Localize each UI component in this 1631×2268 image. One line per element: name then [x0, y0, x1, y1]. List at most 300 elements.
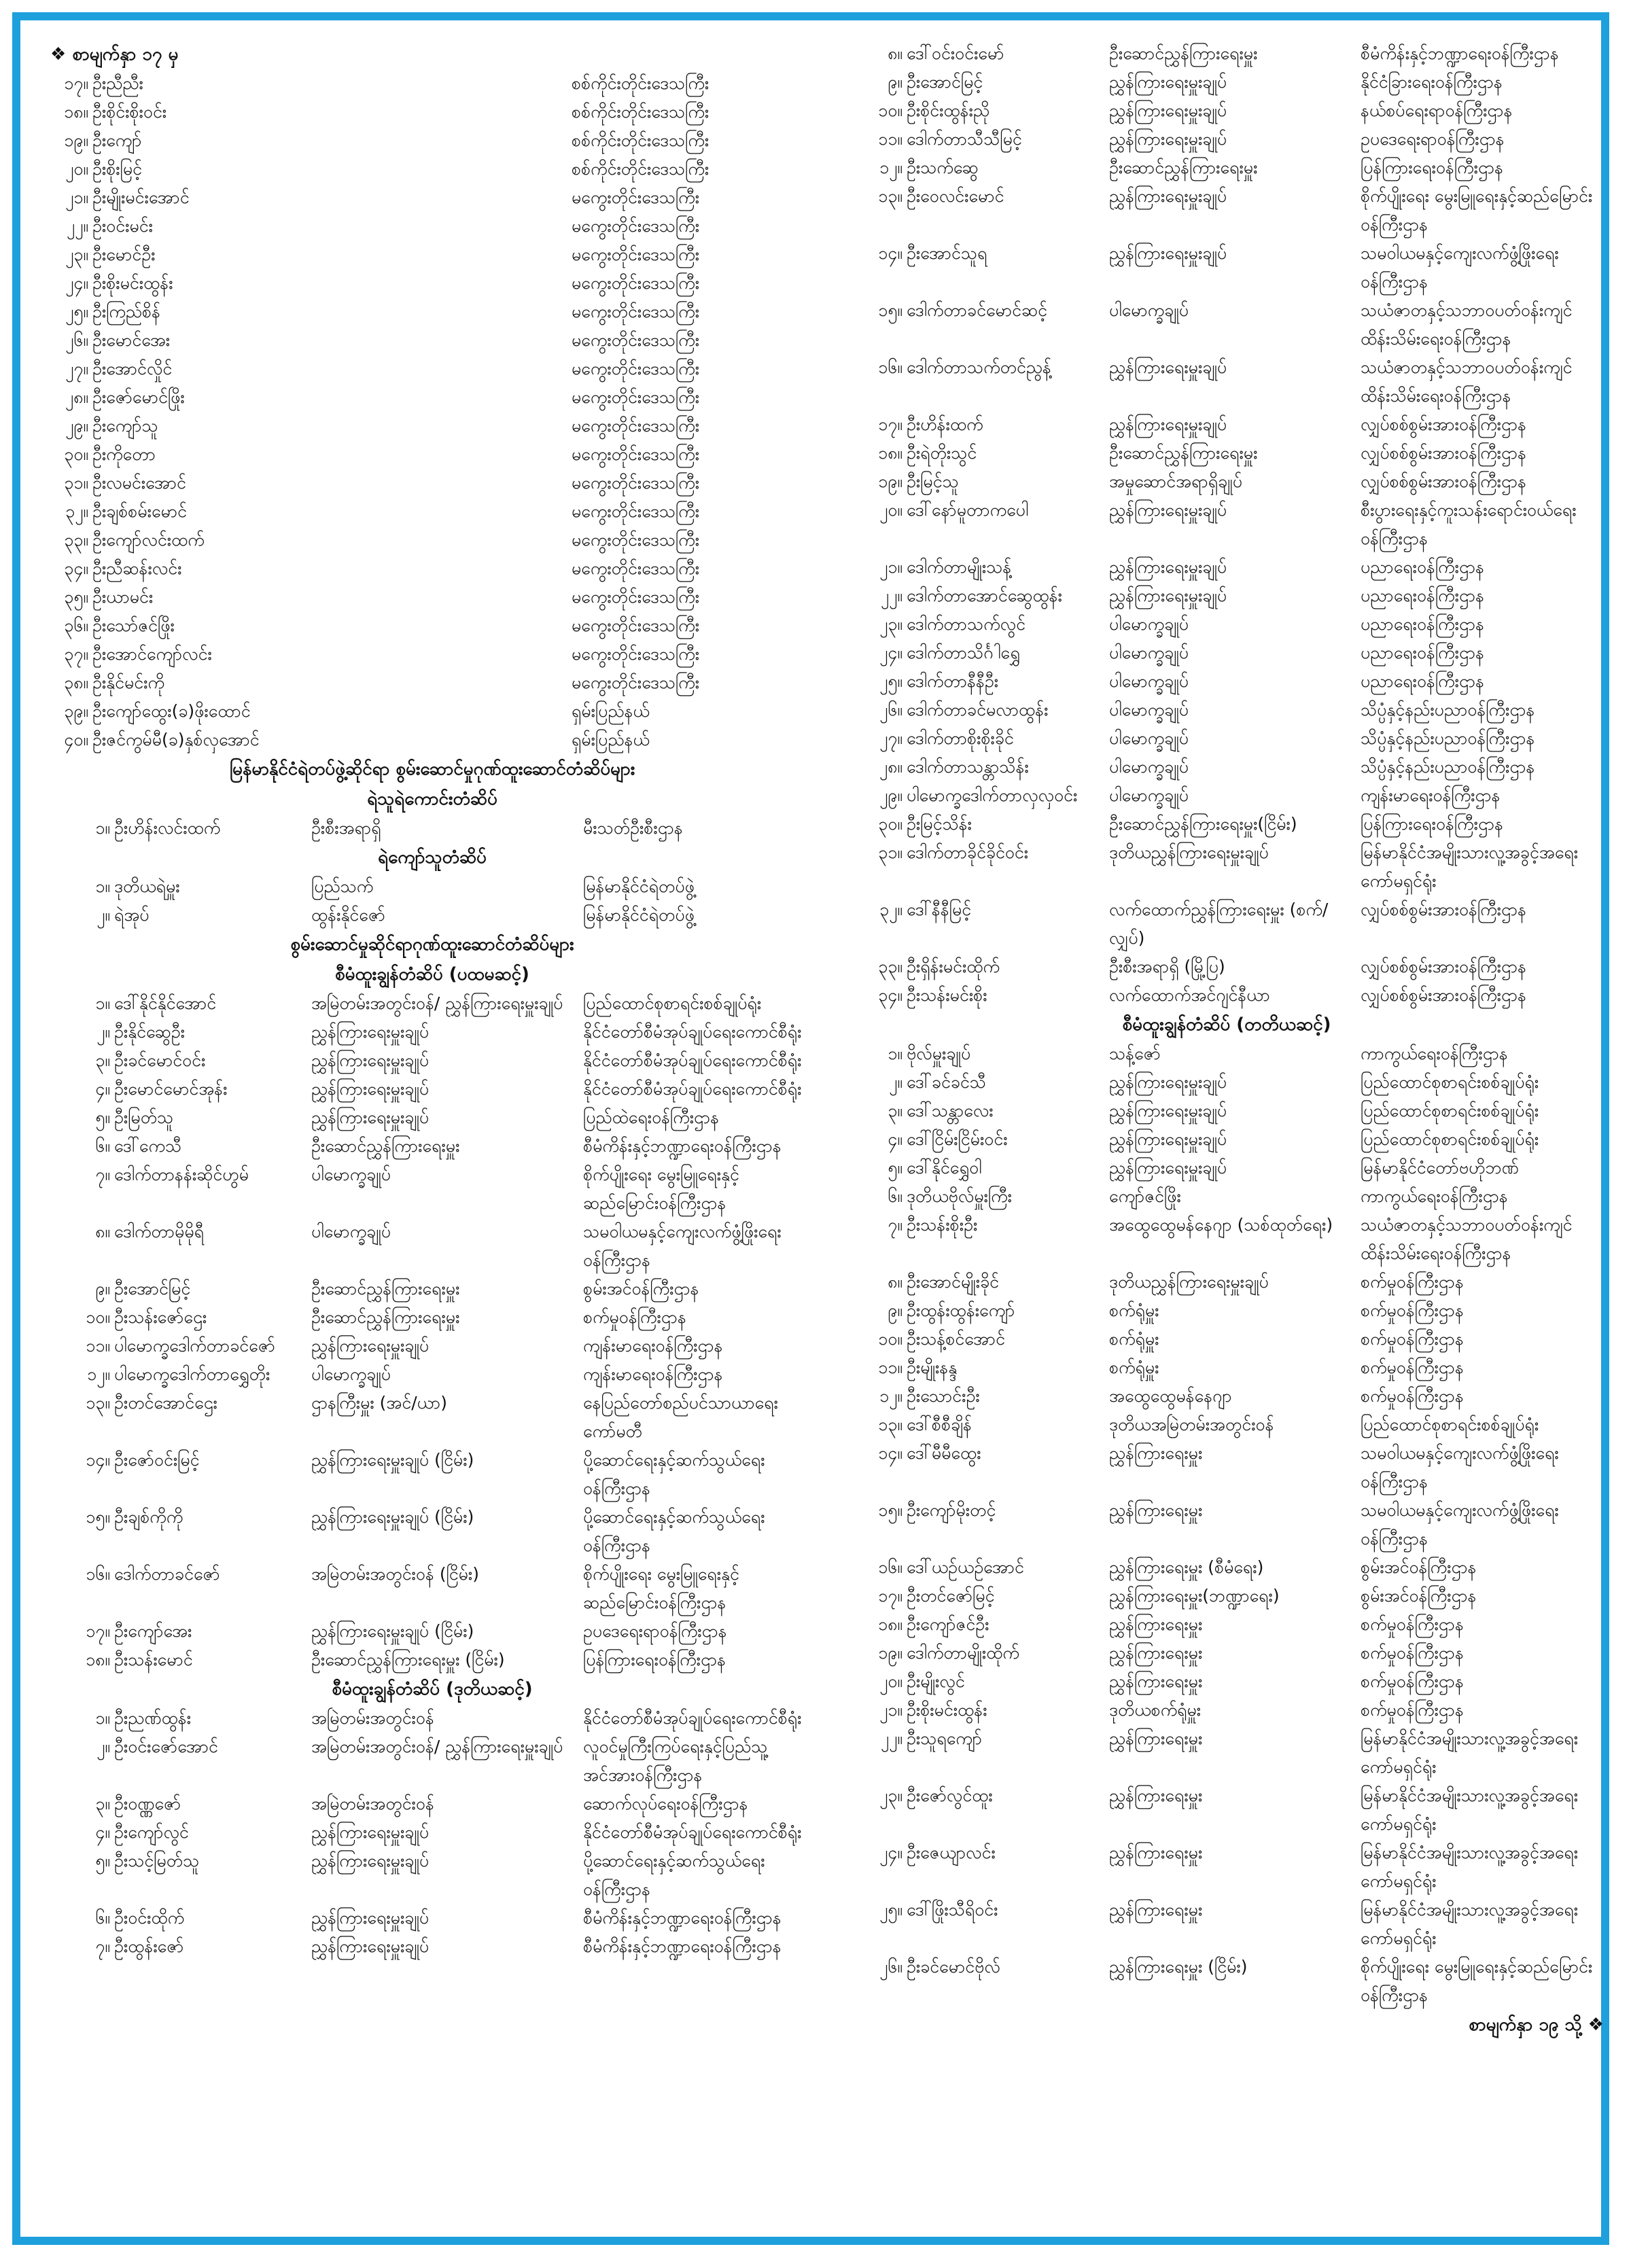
person-name: ရဲအုပ် — [114, 905, 150, 925]
item-number: ၂၄။ — [879, 643, 902, 662]
position-title: ဦးဆောင်ညွှန်ကြားရေးမှူး — [311, 1136, 460, 1156]
person-name: ဦးကျော်အေး — [114, 1621, 192, 1641]
person-name: ဒေါ်သန္တာလေး — [907, 1101, 994, 1120]
item-number: ၉။ — [888, 72, 902, 92]
item-number: ၁။ — [95, 876, 110, 896]
department-name: ပို့ဆောင်ရေးနှင့်ဆက်သွယ်ရေးဝန်ကြီးဌာန — [583, 1507, 765, 1555]
item-number: ၃၁။ — [64, 473, 88, 493]
person-name: ဦးဇင်ကွမ်မီ(ခ)နှစ်လှအောင် — [92, 730, 260, 749]
item-number: ၂။ — [889, 1072, 902, 1092]
person-name: ဦးစိုးမင်းထွန်း — [92, 273, 173, 293]
person-name: ဦးရဲတိုးသွင် — [907, 443, 977, 463]
item-number: ၁၈။ — [878, 443, 902, 463]
department-name: စက်မှုဝန်ကြီးဌာန — [1361, 1643, 1464, 1663]
person-name: ဦးမြင့်သူ — [907, 472, 959, 491]
position-title: ထွန်းနိုင်ဇော် — [311, 905, 385, 925]
item-number: ၂၁။ — [65, 188, 88, 207]
list-item — [843, 1696, 1611, 1724]
position-title: ညွှန်ကြားရေးမှူးချုပ် — [1109, 186, 1227, 206]
department-name: ကျန်းမာရေးဝန်ကြီးဌာန — [583, 1364, 723, 1384]
person-name: ဦးအောင်မြင့် — [114, 1279, 191, 1298]
item-number: ၂၂။ — [880, 586, 902, 605]
list-item — [45, 1075, 820, 1103]
list-item — [45, 440, 820, 469]
item-number: ၁၇။ — [878, 414, 902, 434]
item-number: ၁၄။ — [878, 1443, 902, 1463]
list-item — [45, 1132, 820, 1160]
list-item — [843, 1953, 1611, 2010]
position-title: အမှုဆောင်အရာရှိချုပ် — [1109, 472, 1242, 491]
department-name: စိုက်ပျိုးရေး မွေးမြူရေးနှင့်ဆည်မြောင်းဝန်ကြီးဌာန — [1361, 1957, 1593, 2005]
department-name: စက်မှုဝန်ကြီးဌာန — [1361, 1700, 1464, 1720]
department-name: စီမံကိန်းနှင့်ဘဏ္ဍာရေးဝန်ကြီးဌာန — [583, 1908, 782, 1928]
item-number: ၂၀။ — [879, 500, 902, 520]
item-number: ၇။ — [888, 1215, 902, 1235]
item-number: ၄။ — [95, 1079, 110, 1099]
list-item — [45, 355, 820, 383]
person-name: ဦးဟိန်းထက် — [907, 414, 983, 434]
position-title: ညွှန်ကြားရေးမှူးချုပ် — [311, 1851, 429, 1871]
list-item — [843, 1839, 1611, 1896]
person-name: ဦးညဏ်ထွန်း — [114, 1708, 192, 1728]
list-item — [843, 1068, 1611, 1097]
department-name: စက်မှုဝန်ကြီးဌာန — [1361, 1358, 1464, 1377]
item-number: ၂၆။ — [65, 330, 88, 350]
person-name: ဦးဇော်လွင်ထူး — [907, 1786, 993, 1805]
person-name: ဒေါက်တာသက်လွင် — [907, 614, 1025, 634]
person-name: ဦးမြင့်သိန်း — [907, 814, 972, 834]
list-item — [45, 1904, 820, 1932]
list-item — [45, 183, 820, 212]
department-name: စက်မှုဝန်ကြီးဌာန — [583, 1307, 686, 1327]
list-item — [45, 583, 820, 612]
list-item — [45, 526, 820, 554]
item-number: ၃၁။ — [878, 843, 902, 862]
person-name: ဦးမျိုးလွင် — [907, 1671, 965, 1691]
position-title: အမြဲတမ်းအတွင်းဝန် — [311, 1794, 434, 1813]
item-number: ၁၃။ — [86, 1393, 110, 1413]
continued-from-label: ❖ စာမျက်နှာ ၁၇ မှ — [50, 44, 179, 65]
item-number: ၇။ — [95, 1165, 110, 1184]
list-item — [843, 39, 1611, 68]
region-name: မကွေးတိုင်းဒေသကြီး — [572, 216, 700, 236]
position-title: ညွှန်ကြားရေးမှူးချုပ် — [311, 1822, 429, 1842]
department-name: လျှပ်စစ်စွမ်းအားဝန်ကြီးဌာန — [1361, 443, 1527, 463]
person-name: ဦးနိုင်ဆွေဦး — [114, 1022, 185, 1042]
region-name: ရှမ်းပြည်နယ် — [572, 730, 650, 749]
list-item — [45, 212, 820, 241]
item-number: ၂၂။ — [880, 1729, 902, 1748]
list-item — [843, 610, 1611, 639]
person-name: ဒေါ်ယဉ်ယဉ်အောင် — [907, 1557, 1024, 1577]
list-item — [843, 1182, 1611, 1211]
person-name: ဦးအောင်မြင့် — [907, 72, 983, 92]
department-name: စီမံကိန်းနှင့်ဘဏ္ဍာရေးဝန်ကြီးဌာန — [583, 1136, 782, 1156]
person-name: ဒေါက်တာနီနီဦး — [907, 671, 999, 691]
department-name: ပြန်ကြားရေးဝန်ကြီးဌာန — [1361, 814, 1504, 834]
department-name: စွမ်းအင်ဝန်ကြီးဌာန — [1361, 1586, 1477, 1606]
list-item — [45, 1790, 820, 1818]
position-title: ညွှန်ကြားရေးမှူးချုပ် — [1109, 1158, 1227, 1177]
list-item — [843, 553, 1611, 582]
list-item — [45, 1160, 820, 1218]
list-item — [45, 412, 820, 440]
item-number: ၈။ — [888, 1272, 902, 1292]
position-title: ပါမောက္ခချုပ် — [311, 1165, 391, 1184]
list-item — [843, 239, 1611, 296]
person-name: ဦးညီဆန်းလင်း — [92, 559, 182, 578]
person-name: ဦးမောင်အေး — [92, 330, 171, 350]
person-name: ဦးဟိန်းလင်းထက် — [114, 818, 221, 838]
item-number: ၅။ — [888, 1158, 902, 1177]
item-number: ၁။ — [95, 1708, 110, 1728]
position-title: ညွှန်ကြားရေးမှူးချုပ် — [1109, 101, 1227, 120]
region-name: မကွေးတိုင်းဒေသကြီး — [572, 416, 700, 436]
item-number: ၂၀။ — [65, 159, 88, 179]
list-item — [843, 1382, 1611, 1411]
list-item — [843, 1724, 1611, 1782]
item-number: ၈။ — [888, 43, 902, 63]
region-name: မကွေးတိုင်းဒေသကြီး — [572, 559, 700, 578]
person-name: ဦးဝင်းမင်း — [92, 216, 153, 236]
position-title: ညွှန်ကြားရေးမှူးချုပ် — [1109, 1101, 1227, 1120]
item-number: ၃၂။ — [65, 501, 88, 521]
list-item — [843, 1582, 1611, 1610]
position-title: စက်ရုံမှူး — [1109, 1329, 1159, 1349]
department-name: စိုက်ပျိုးရေး မွေးမြူရေးနှင့်ဆည်မြောင်းဝန်ကြီးဌာန — [583, 1564, 739, 1612]
position-title: ညွှန်ကြားရေးမှူး — [1109, 1729, 1203, 1748]
list-item — [45, 1560, 820, 1617]
person-name: ဦးညီညီး — [92, 73, 143, 93]
person-name: ဦးစိုးမြင့် — [92, 159, 142, 179]
list-item — [843, 296, 1611, 353]
position-title: ဒုတိယစက်ရုံမှူး — [1109, 1700, 1202, 1720]
position-title: ဦးဆောင်ညွှန်ကြားရေးမှူး(ငြိမ်း) — [1109, 814, 1297, 834]
department-name: ပြည်ထောင်စုစာရင်းစစ်ချုပ်ရုံး — [1361, 1129, 1539, 1149]
position-title: အမြဲတမ်းအတွင်းဝန်/ ညွှန်ကြားရေးမှူးချုပ် — [311, 993, 563, 1013]
position-title: သန့်ဇော် — [1109, 1044, 1161, 1063]
item-number: ၁၇။ — [878, 1586, 902, 1606]
list-item — [843, 353, 1611, 410]
list-item — [843, 467, 1611, 496]
item-number: ၁၂။ — [879, 1386, 902, 1406]
position-title: ညွှန်ကြားရေးမှူးချုပ် — [311, 1936, 429, 1956]
position-title: ဦးဆောင်ညွှန်ကြားရေးမှူး — [311, 1307, 460, 1327]
item-number: ၂၇။ — [879, 728, 902, 748]
position-title: ညွှန်ကြားရေးမှူးချုပ် — [1109, 414, 1227, 434]
position-title: ပြည်သက် — [311, 876, 374, 896]
item-number: ၁၉။ — [878, 472, 902, 491]
position-title: ဒုတိယညွှန်ကြားရေးမှူးချုပ် — [1109, 1272, 1269, 1292]
department-name: လျှပ်စစ်စွမ်းအားဝန်ကြီးဌာန — [1361, 472, 1527, 491]
person-name: ဒေါ်ခင်ခင်သီ — [907, 1072, 986, 1092]
region-name: မကွေးတိုင်းဒေသကြီး — [572, 501, 700, 521]
department-name: ပြည်ထောင်စုစာရင်းစစ်ချုပ်ရုံး — [1361, 1101, 1539, 1120]
item-number: ၂၁။ — [879, 1700, 902, 1720]
department-name: နေပြည်တော်စည်ပင်သာယာရေးကော်မတီ — [583, 1393, 778, 1441]
admin-list-2-right — [843, 39, 1611, 1010]
department-name: လျှပ်စစ်စွမ်းအားဝန်ကြီးဌာန — [1361, 414, 1527, 434]
item-number: ၁၀။ — [86, 1307, 110, 1327]
list-item — [843, 896, 1611, 953]
item-number: ၂၉။ — [879, 785, 902, 805]
department-name: မြန်မာနိုင်ငံအမျိုးသားလူ့အခွင့်အရေးကော်မရှင်ရုံး — [1361, 1729, 1579, 1777]
list-item — [45, 1275, 820, 1303]
item-number: ၃၀။ — [64, 444, 88, 464]
item-number: ၄။ — [888, 1129, 902, 1149]
position-title: ညွှန်ကြားရေးမှူး(ဘဏ္ဍာရေး) — [1109, 1586, 1280, 1606]
item-number: ၃၄။ — [64, 559, 88, 578]
person-name: ဦးဝေလင်းမောင် — [907, 186, 1004, 206]
department-name: နိုင်ငံတော်စီမံအုပ်ချုပ်ရေးကောင်စီရုံး — [583, 1022, 802, 1042]
item-number: ၂၃။ — [879, 614, 902, 634]
region-name: မကွေးတိုင်းဒေသကြီး — [572, 188, 700, 207]
list-item — [45, 1646, 820, 1674]
police-medals-subheading-2: ရဲကျော်သူတံဆိပ် — [378, 847, 487, 868]
list-item — [45, 1046, 820, 1075]
person-name: ဦးအောင်မျိုးခိုင် — [907, 1272, 1000, 1292]
item-number: ၃၈။ — [64, 673, 88, 692]
region-name: မကွေးတိုင်းဒေသကြီး — [572, 273, 700, 293]
region-name: မကွေးတိုင်းဒေသကြီး — [572, 302, 700, 321]
department-name: သမဝါယမနှင့်ကျေးလက်ဖွံ့ဖြိုးရေးဝန်ကြီးဌာန — [583, 1222, 782, 1270]
department-name: စက်မှုဝန်ကြီးဌာန — [1361, 1300, 1464, 1320]
item-number: ၄၀။ — [64, 730, 88, 749]
item-number: ၉။ — [888, 1300, 902, 1320]
person-name: ဦးသက်ဆွေ — [907, 158, 979, 177]
position-title: ဦးဆောင်ညွှန်ကြားရေးမှူး (ငြိမ်း) — [311, 1650, 505, 1669]
list-item — [45, 98, 820, 126]
item-number: ၁၀။ — [878, 101, 902, 120]
department-name: ကျန်းမာရေးဝန်ကြီးဌာန — [1361, 785, 1501, 805]
item-number: ၁၉။ — [64, 130, 88, 150]
department-name: ကာကွယ်ရေးဝန်ကြီးဌာန — [1361, 1044, 1508, 1063]
department-name: စက်မှုဝန်ကြီးဌာန — [1361, 1671, 1464, 1691]
item-number: ၁။ — [95, 818, 110, 838]
item-number: ၁၁။ — [878, 1358, 902, 1377]
position-title: ဒုတိယညွှန်ကြားရေးမှူးချုပ် — [1109, 843, 1269, 862]
person-name: ဒုတိယရဲမှူး — [114, 876, 180, 896]
position-title: ဒုတိယအမြဲတမ်းအတွင်းဝန် — [1109, 1415, 1274, 1434]
list-item — [843, 953, 1611, 981]
position-title: ဦးဆောင်ညွှန်ကြားရေးမှူး — [1109, 443, 1258, 463]
list-item — [45, 1446, 820, 1503]
person-name: ဦးကျော်ထွေး(ခ)ဖိုးထောင် — [92, 701, 251, 721]
list-item — [843, 125, 1611, 154]
person-name: ဦးချစ်ကိုကို — [114, 1507, 183, 1527]
department-name: ပညာရေးဝန်ကြီးဌာန — [1361, 586, 1485, 605]
admin-medals-subheading-2: စီမံထူးချွန်တံဆိပ် (ဒုတိယဆင့်) — [332, 1679, 533, 1699]
person-name: ဦးစိုးမင်းထွန်း — [907, 1700, 987, 1720]
list-item — [45, 469, 820, 497]
list-item — [843, 154, 1611, 182]
department-name: နိုင်ငံတော်စီမံအုပ်ချုပ်ရေးကောင်စီရုံး — [583, 1822, 802, 1842]
list-item — [45, 1617, 820, 1646]
department-name: လျှပ်စစ်စွမ်းအားဝန်ကြီးဌာန — [1361, 900, 1527, 919]
person-name: ဦးရှိန်းမင်းထိုက် — [907, 957, 1000, 976]
department-name: စွမ်းအင်ဝန်ကြီးဌာန — [583, 1279, 699, 1298]
person-name: ဒေါ်ကေသီ — [114, 1136, 182, 1156]
list-item — [843, 838, 1611, 896]
position-title: ညွှန်ကြားရေးမှူး — [1109, 1500, 1203, 1520]
position-title: ညွှန်ကြားရေးမှူးချုပ် — [1109, 1129, 1227, 1149]
item-number: ၂၁။ — [879, 557, 902, 577]
person-name: ဦးခင်မောင်ဗိုလ် — [907, 1957, 1000, 1977]
region-name: မကွေးတိုင်းဒေသကြီး — [572, 387, 700, 407]
admin-medals-heading: စွမ်းဆောင်မှုဆိုင်ရာဂုဏ်ထူးဆောင်တံဆိပ်များ — [290, 934, 574, 955]
position-title: ညွှန်ကြားရေးမှူးချုပ် (ငြိမ်း) — [311, 1450, 474, 1470]
position-title: လက်ထောက်ညွှန်ကြားရေးမှူး (စက်/လျှပ်) — [1109, 900, 1329, 948]
item-number: ၁၅။ — [86, 1507, 110, 1527]
admin-medals-subheading-3: စီမံထူးချွန်တံဆိပ် (တတိယဆင့်) — [1122, 1014, 1331, 1035]
position-title: ညွှန်ကြားရေးမှူးချုပ် — [1109, 243, 1227, 263]
person-name: ပါမောက္ခဒေါက်တာလှလှဝင်း — [907, 785, 1078, 805]
department-name: သိပ္ပံနှင့်နည်းပညာဝန်ကြီးဌာန — [1361, 757, 1535, 777]
position-title: ပါမောက္ခချုပ် — [1109, 785, 1189, 805]
department-name: နယ်စပ်ရေးရာဝန်ကြီးဌာန — [1361, 101, 1513, 120]
admin-list-2-left — [45, 1704, 820, 1961]
person-name: ဦးကျော် — [92, 130, 142, 150]
list-item — [45, 1218, 820, 1275]
page-frame — [12, 12, 1609, 2245]
department-name: ပြည်ထဲရေးဝန်ကြီးဌာန — [583, 1108, 720, 1127]
department-name: မြန်မာနိုင်ငံအမျိုးသားလူ့အခွင့်အရေးကော်မရှင်ရုံး — [1361, 1900, 1579, 1948]
department-name: စိုက်ပျိုးရေး မွေးမြူရေးနှင့်ဆည်မြောင်းဝန်ကြီးဌာန — [583, 1165, 739, 1213]
list-item — [45, 612, 820, 640]
list-item — [843, 68, 1611, 96]
item-number: ၃။ — [888, 1101, 902, 1120]
list-item — [45, 1303, 820, 1332]
position-title: ပါမောက္ခချုပ် — [1109, 700, 1189, 720]
continued-to-label: စာမျက်နှာ ၁၉ သို့ ❖ — [1469, 2015, 1604, 2035]
person-name: ဦးခင်မောင်ဝင်း — [114, 1050, 206, 1070]
position-title: ညွှန်ကြားရေးမှူး — [1109, 1643, 1203, 1663]
person-name: ဒေါ်နော်မူတာကပေါ — [907, 500, 1029, 520]
item-number: ၇။ — [95, 1936, 110, 1956]
department-name: သယံဇာတနှင့်သဘာဝပတ်ဝန်းကျင်ထိန်းသိမ်းရေးဝန်ကြီးဌာန — [1361, 300, 1573, 349]
person-name: ဦးဝဏ္ဏဇော် — [114, 1794, 181, 1813]
list-item — [843, 810, 1611, 838]
item-number: ၃၂။ — [879, 900, 902, 919]
list-item — [45, 1818, 820, 1847]
item-number: ၂၃။ — [879, 1786, 902, 1805]
list-item — [843, 1097, 1611, 1125]
department-name: မြန်မာနိုင်ငံအမျိုးသားလူ့အခွင့်အရေးကော်မရှင်ရုံး — [1361, 843, 1579, 891]
region-name: မကွေးတိုင်းဒေသကြီး — [572, 330, 700, 350]
person-name: ဒေါက်တာအောင်ဆွေထွန်း — [907, 586, 1062, 605]
list-item — [45, 814, 820, 843]
item-number: ၂၈။ — [879, 757, 902, 777]
person-name: ဦးဝင်းထိုက် — [114, 1908, 185, 1928]
item-number: ၁၁။ — [86, 1336, 110, 1356]
position-title: ညွှန်ကြားရေးမှူးချုပ် (ငြိမ်း) — [311, 1507, 474, 1527]
department-name: စီးပွားရေးနှင့်ကူးသန်းရောင်းဝယ်ရေးဝန်ကြီးဌာန — [1361, 500, 1577, 548]
item-number: ၁၂။ — [87, 1364, 110, 1384]
person-name: ဒေါက်တာစိုးစိုးခိုင် — [907, 728, 1014, 748]
department-name: ဥပဒေရေးရာဝန်ကြီးဌာန — [1361, 129, 1505, 149]
item-number: ၂။ — [97, 905, 110, 925]
police-list-1 — [45, 814, 820, 843]
person-name: ဦးတင်ဇော်မြင့် — [907, 1586, 995, 1606]
position-title: ညွှန်ကြားရေးမှူးချုပ် (ငြိမ်း) — [311, 1621, 474, 1641]
list-item — [45, 1332, 820, 1360]
admin-list-3 — [843, 1040, 1611, 2010]
position-title: ကျော်ဇင်ဖြိုး — [1109, 1186, 1181, 1206]
person-name: ဦးသန်းစိုးဦး — [907, 1215, 978, 1235]
item-number: ၂၈။ — [65, 387, 88, 407]
item-number: ၁၇။ — [64, 73, 88, 93]
person-name: ဦးလမင်းအောင် — [92, 473, 186, 493]
list-item — [45, 1018, 820, 1046]
item-number: ၂။ — [97, 1022, 110, 1042]
item-number: ၂၇။ — [65, 359, 88, 378]
region-name: စစ်ကိုင်းတိုင်းဒေသကြီး — [572, 102, 709, 122]
person-name: ဒေါက်တာမျိုးသန့် — [907, 557, 1012, 577]
person-name: ဦးသောင်းဦး — [907, 1386, 980, 1406]
person-name: ဒေါ်စီစီချိန် — [907, 1415, 972, 1434]
person-name: ပါမောက္ခဒေါက်တာရွှေတိုး — [114, 1364, 270, 1384]
item-number: ၃၉။ — [64, 701, 88, 721]
person-name: ဦးဝင်းဇော်အောင် — [114, 1737, 218, 1756]
list-item — [45, 726, 820, 754]
region-name: မကွေးတိုင်းဒေသကြီး — [572, 616, 700, 635]
list-item — [45, 241, 820, 269]
person-name: ဒေါက်တာခိုင်ခိုင်ဝင်း — [907, 843, 1029, 862]
list-item — [45, 383, 820, 412]
list-item — [843, 781, 1611, 810]
item-number: ၁။ — [888, 1044, 902, 1063]
item-number: ၁၄။ — [878, 243, 902, 263]
item-number: ၁၈။ — [64, 102, 88, 122]
position-title: ဦးဆောင်ညွှန်ကြားရေးမှူး — [1109, 43, 1258, 63]
list-item — [843, 1040, 1611, 1068]
department-name: သမဝါယမနှင့်ကျေးလက်ဖွံ့ဖြိုးရေးဝန်ကြီးဌာန — [1361, 243, 1559, 291]
person-name: ဒေါ်နိုင်ရွှေဝါ — [907, 1158, 982, 1177]
list-item — [843, 1896, 1611, 1953]
person-name: ဦးကျော်လင်းထက် — [92, 530, 205, 550]
person-name: ဦးစိုင်းထွန်းညို — [907, 101, 990, 120]
person-name: ဦးကျော်မိုးတင့် — [907, 1500, 996, 1520]
position-title: ပါမောက္ခချုပ် — [1109, 671, 1189, 691]
item-number: ၆။ — [888, 1186, 902, 1206]
position-title: ပါမောက္ခချုပ် — [1109, 614, 1189, 634]
person-name: ဦးမြတ်သူ — [114, 1108, 174, 1127]
department-name: နိုင်ငံတော်စီမံအုပ်ချုပ်ရေးကောင်စီရုံး — [583, 1708, 802, 1728]
list-item — [45, 640, 820, 669]
list-item — [45, 1360, 820, 1389]
item-number: ၁။ — [95, 993, 110, 1013]
person-name: ဦးအောင်လှိုင် — [92, 359, 173, 378]
item-number: ၃။ — [95, 1050, 110, 1070]
list-item — [843, 667, 1611, 696]
item-number: ၄။ — [95, 1822, 110, 1842]
list-item — [45, 497, 820, 526]
department-name: နိုင်ငံတော်စီမံအုပ်ချုပ်ရေးကောင်စီရုံး — [583, 1079, 802, 1099]
person-name: ဦးစိုင်းစိုးဝင်း — [92, 102, 167, 122]
left-column — [45, 39, 820, 1961]
department-name: ပြန်ကြားရေးဝန်ကြီးဌာန — [583, 1650, 726, 1669]
department-name: မြန်မာနိုင်ငံအမျိုးသားလူ့အခွင့်အရေးကော်မရှင်ရုံး — [1361, 1786, 1579, 1834]
position-title: ညွှန်ကြားရေးမှူးချုပ် — [1109, 129, 1227, 149]
admin-list-1 — [45, 989, 820, 1674]
item-number: ၁၃။ — [878, 1415, 902, 1434]
department-name: ပညာရေးဝန်ကြီးဌာန — [1361, 614, 1485, 634]
person-name: ဒေါက်တာသက်တင်ညွန့် — [907, 357, 1051, 377]
position-title: အထွေထွေမန်နေဂျာ — [1109, 1386, 1232, 1406]
list-item — [843, 1610, 1611, 1639]
item-number: ၂၉။ — [65, 416, 88, 436]
person-name: ဦးအောင်သူရ — [907, 243, 987, 263]
